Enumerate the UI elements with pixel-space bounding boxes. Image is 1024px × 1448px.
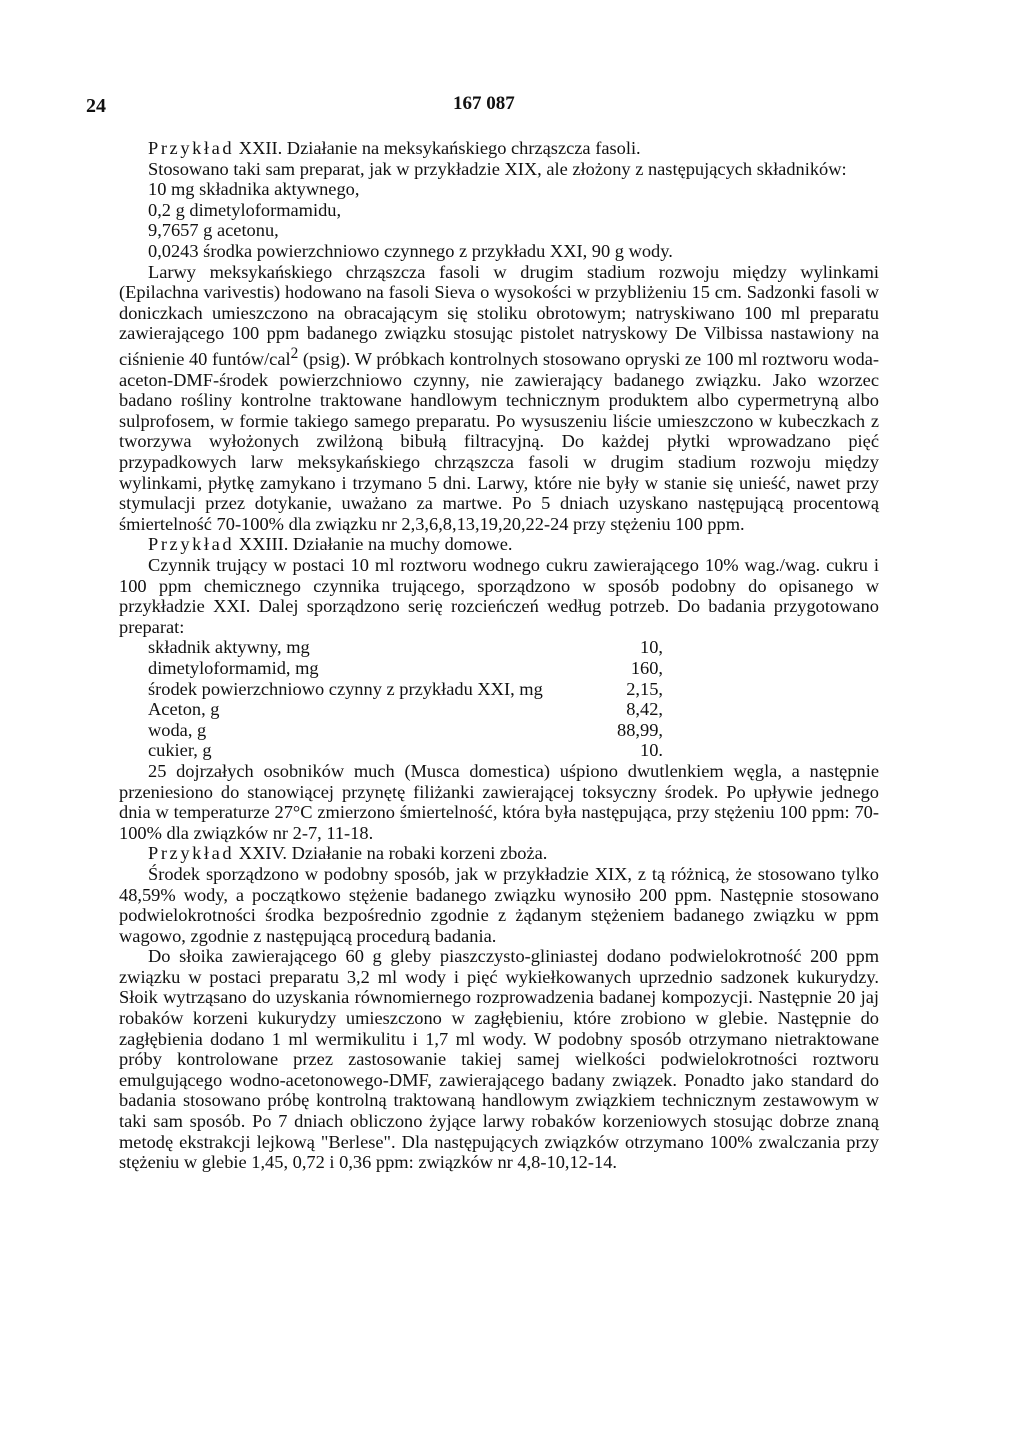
row-value: 10. xyxy=(640,740,663,761)
example-22-intro: Stosowano taki sam preparat, jak w przykładzie XIX, ale złożony z następujących składników: xyxy=(148,158,847,179)
row-label: cukier, g xyxy=(148,740,212,761)
table-row xyxy=(148,679,663,700)
document-body xyxy=(119,138,879,1173)
row-value: 8,42, xyxy=(626,699,663,720)
example-23-body: Czynnik trujący w postaci 10 ml roztworu wodnego cukru zawierającego 10% wag./wag. cukru i 100 ppm chemicznego czynnika trującego, sporządzono w sposób podobny do opisanego w przykładzie XXI. Dalej sporządzono serię rozcieńczeń według potrzeb. Do badania przygotowano preparat: xyxy=(119,555,879,637)
table-row xyxy=(148,637,663,658)
example-24-body: Środek sporządzono w podobny sposób, jak w przykładzie XIX, z tą różnicą, że stosowano tylko 48,59% wody, a początkowo stężenie badanego związku wynosiło 200 ppm. Następnie stosowano podwielokrotności środka bezpośrednio zgodnie z żądanym stężeniem badanego związku w ppm wagowo, zgodnie z następującą procedurą badania. xyxy=(119,863,879,946)
example-22-lead: Przykład xyxy=(148,138,235,158)
row-label: dimetyloformamid, mg xyxy=(148,657,319,678)
example-22-components xyxy=(148,179,879,261)
row-value: 88,99, xyxy=(617,719,663,740)
component-item: 0,2 g dimetyloformamidu, xyxy=(148,199,342,220)
row-label: woda, g xyxy=(148,719,207,740)
example-23-lead: Przykład xyxy=(148,534,235,555)
example-24-title: XXIV. Działanie na robaki korzeni zboża. xyxy=(234,843,548,864)
example-22-title: XXII. Działanie na meksykańskiego chrząszcza fasoli. xyxy=(234,138,641,158)
page-number: 24 xyxy=(86,95,106,117)
superscript: 2 xyxy=(290,344,299,362)
row-value: 2,15, xyxy=(626,678,663,699)
component-item: 9,7657 g acetonu, xyxy=(148,220,279,241)
row-value: 160, xyxy=(630,657,663,678)
example-23-composition-table xyxy=(148,637,663,761)
example-24-heading xyxy=(119,843,879,864)
row-label: składnik aktywny, mg xyxy=(148,637,310,658)
example-22-heading xyxy=(119,138,879,159)
table-row xyxy=(148,658,663,679)
example-23-heading xyxy=(119,534,879,555)
example-22-body-b: (psig). W próbkach kontrolnych stosowano opryski ze 100 ml roztworu woda-aceton-DMF-środek powierzchniowo czynny, nie zawierający badanego związku. Jako wzorzec badano rośliny kontrolne traktowane handlowym technicznym produktem albo cypermetryną albo sulprofosem, w formie takiego samego preparatu. Po wysuszeniu liście umieszczono w kubeczkach z tworzywa wyłożonych zwilżoną bibułą filtracyjną. Do każdej płytki wprowadzano pięć przypadkowych larw meksykańskiego chrząszcza fasoli w drugim stadium rozwoju między wylinkami, płytkę zamykano i trzymano 5 dni. Larwy, które nie były w stanie się unieść, nawet przy stymulacji przez dotykanie, uważano za martwe. Po 5 dniach uzyskano następującą procentową śmiertelność 70-100% dla związku nr 2,3,6,8,13,19,20,22-24 przy stężeniu 100 ppm. xyxy=(119,349,879,534)
table-row xyxy=(148,699,663,720)
row-label: środek powierzchniowo czynny z przykładu XXI, mg xyxy=(148,678,543,699)
example-24-body-2: Do słoika zawierającego 60 g gleby piaszczysto-gliniastej dodano podwielokrotność 200 ppm związku w postaci preparatu 3,2 ml wody i pięć wykiełkowanych uprzednio sadzonek kukurydzy. Słoik wytrząsano do uzyskania równomiernego rozprowadzenia badanej kompozycji. Następnie 20 jaj robaków korzeni kukurydzy umieszczono w zagłębieniu, które zrobiono w glebie. Następnie do zagłębienia dodano 1 ml wermikulitu i 1,7 ml wody. W podobny sposób otrzymano nietraktowane próby kontrolowane przez zastosowanie takiej samej wielkości podwielokrotności roztworu emulgującego wodno-acetonowego-DMF, zawierającego badany związek. Ponadto jako standard do badania stosowano próbę kontrolną traktowaną handlowym związkiem technicznym zestawowym w taki sam sposób. Po 7 dniach obliczono żyjące larwy robaków korzeniowych stosując dobrze znaną metodę ekstrakcji lejkową "Berlese". Dla następujących związków otrzymano 100% zwalczania przy stężeniu w glebie 1,45, 0,72 i 0,36 ppm: związków nr 4,8-10,12-14. xyxy=(119,946,879,1173)
example-22-body-a: Larwy meksykańskiego chrząszcza fasoli w drugim stadium rozwoju między wylinkami (Epilachna varivestis) hodowano na fasoli Sieva o wysokości w przybliżeniu 15 cm. Sadzonki fasoli w doniczkach umieszczono na obracającym się stoliku obrotowym; natryskiwano 100 ml preparatu zawierającego 100 ppm badanego związku stosując pistolet natryskowy De Vilbissa nastawiony na ciśnienie 40 funtów/cal xyxy=(119,261,879,370)
row-label: Aceton, g xyxy=(148,699,220,720)
row-value: 10, xyxy=(640,637,663,658)
component-item: 10 mg składnika aktywnego, xyxy=(148,179,360,200)
example-23-body-2: 25 dojrzałych osobników much (Musca domestica) uśpiono dwutlenkiem węgla, a następnie przeniesiono do stanowiącej przynętę filiżanki zawierającej toksyczny środek. Po upływie jednego dnia w temperaturze 27°C zmierzono śmiertelność, która była następująca, przy stężeniu 100 ppm: 70-100% dla związków nr 2-7, 11-18. xyxy=(119,760,879,843)
example-23-title: XXIII. Działanie na muchy domowe. xyxy=(234,534,513,555)
component-item: 0,0243 środka powierzchniowo czynnego z przykładu XXI, 90 g wody. xyxy=(148,240,673,261)
example-24-lead: Przykład xyxy=(148,843,235,864)
table-row xyxy=(148,740,663,761)
table-row xyxy=(148,720,663,741)
document-number: 167 087 xyxy=(453,93,515,114)
example-22-body xyxy=(119,262,879,535)
